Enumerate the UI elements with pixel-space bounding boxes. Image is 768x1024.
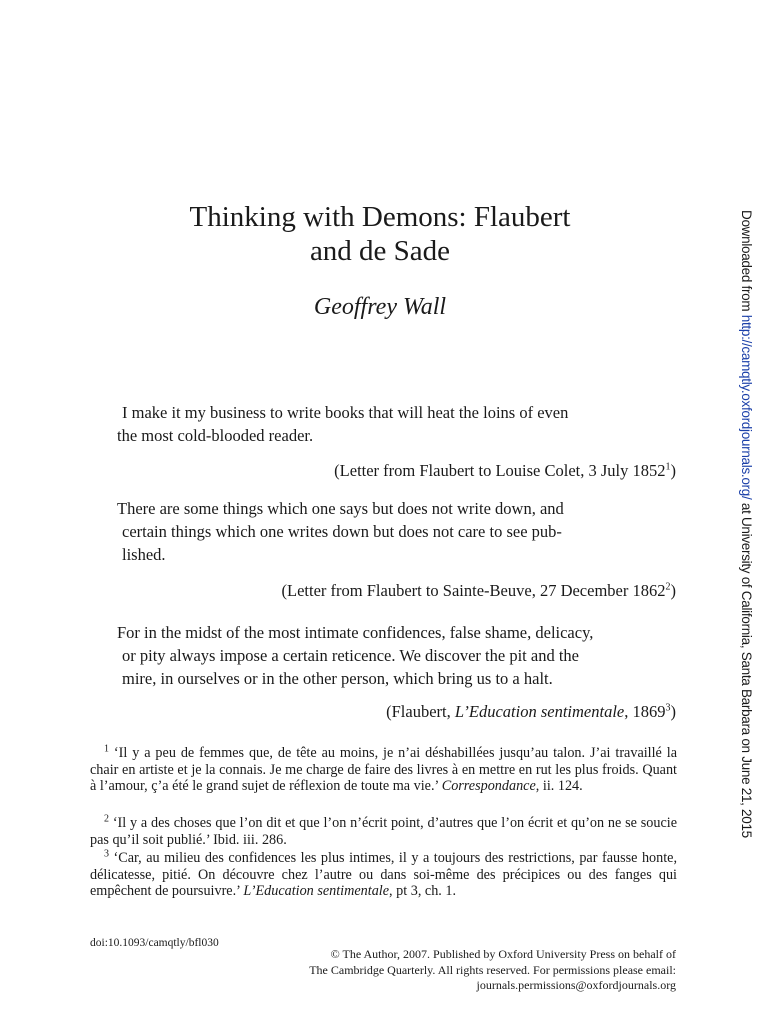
article-title bbox=[100, 200, 660, 268]
footnote-3-number: 3 bbox=[104, 848, 109, 860]
download-sidebar bbox=[736, 210, 754, 838]
footnote-3-text: ‘Car, au milieu des confidences les plus intimes, il y a toujours des restrictions, par fausse honte, délicatesse, pitié. On découvre chez l’autre ou dans soi-même des précipices ou des fanges qui empêchent de poursuivre.’ bbox=[90, 850, 678, 899]
epigraph-3-source-year: , 1869 bbox=[624, 702, 666, 721]
footnote-1-text: ‘Il y a peu de femmes que, de tête au moins, je n’ai déshabillées jusqu’au talon. J’ai travaillé la chair en artiste et je la connais. Je me charge de faire des livres à en mettre en rut les plus froids. Quant à l’amour, ç’a été le grand sujet de réflexion de toute ma vie.’ bbox=[90, 745, 678, 794]
epigraph-3-source-text: (Flaubert, bbox=[386, 702, 455, 721]
epigraph-1-line-2: the most cold-blooded reader. bbox=[117, 426, 314, 445]
footnote-2-number: 2 bbox=[104, 813, 109, 825]
epigraph-2-source-text: (Letter from Flaubert to Sainte-Beuve, 27 December 1862 bbox=[281, 581, 666, 600]
footnote-3-work: L’Education sentimentale bbox=[243, 883, 390, 899]
download-link[interactable]: http://camqtly.oxfordjournals.org/ bbox=[739, 314, 754, 500]
epigraph-3-source bbox=[116, 701, 676, 723]
title-line-1: Thinking with Demons: Flaubert bbox=[189, 201, 571, 233]
copyright-line-1: © The Author, 2007. Published by Oxford University Press on behalf of bbox=[330, 947, 676, 961]
epigraph-1-source-text: (Letter from Flaubert to Louise Colet, 3 July 1852 bbox=[334, 461, 666, 480]
epigraph-3-source-close: ) bbox=[670, 702, 676, 721]
epigraph-2 bbox=[117, 497, 677, 566]
footnote-ref-3: 3 bbox=[665, 702, 671, 714]
doi: doi:10.1093/camqtly/bfl030 bbox=[90, 937, 219, 949]
epigraph-3-line-1: For in the midst of the most intimate confidences, false shame, delicacy, bbox=[117, 623, 594, 642]
epigraph-3 bbox=[117, 621, 677, 690]
footnote-1-tail: , ii. 124. bbox=[535, 778, 583, 794]
copyright-notice bbox=[156, 947, 676, 994]
epigraph-1 bbox=[117, 401, 677, 447]
download-suffix: at University of California, Santa Barbara on June 21, 2015 bbox=[739, 499, 754, 838]
epigraph-3-line-3: mire, in ourselves or in the other person, which bring us to a halt. bbox=[122, 669, 553, 688]
footnote-ref-1: 1 bbox=[665, 461, 671, 473]
footnote-1-work: Correspondance bbox=[441, 778, 536, 794]
epigraph-2-line-1: There are some things which one says but does not write down, and bbox=[117, 499, 564, 518]
footnote-1 bbox=[90, 745, 677, 795]
copyright-line-2: The Cambridge Quarterly. All rights reserved. For permissions please email: bbox=[309, 962, 676, 977]
author-name: Geoffrey Wall bbox=[313, 294, 447, 320]
epigraph-1-source bbox=[116, 460, 676, 482]
download-prefix: Downloaded from bbox=[739, 210, 754, 315]
download-notice bbox=[739, 210, 754, 838]
footnote-1-number: 1 bbox=[104, 743, 109, 755]
epigraph-2-line-2: certain things which one writes down but does not care to see pub- bbox=[122, 522, 562, 541]
epigraph-2-source bbox=[116, 580, 676, 602]
epigraph-3-source-work: L’Education sentimentale bbox=[454, 702, 625, 721]
footnote-3-tail: , pt 3, ch. 1. bbox=[389, 883, 457, 899]
epigraph-1-source-close: ) bbox=[670, 461, 676, 480]
copyright-line-3: journals.permissions@oxfordjournals.org bbox=[476, 978, 676, 992]
epigraph-2-source-close: ) bbox=[670, 581, 676, 600]
epigraph-2-line-3: lished. bbox=[122, 545, 166, 564]
epigraph-1-line-1: I make it my business to write books that will heat the loins of even bbox=[122, 403, 569, 422]
footnote-2 bbox=[90, 815, 677, 848]
footnote-ref-2: 2 bbox=[665, 581, 671, 593]
footnote-3 bbox=[90, 850, 677, 900]
epigraph-3-line-2: or pity always impose a certain reticence. We discover the pit and the bbox=[122, 646, 579, 665]
title-line-2: and de Sade bbox=[309, 235, 451, 267]
footnote-2-text: ‘Il y a des choses que l’on dit et que l’on n’écrit point, d’autres que l’on écrit et qu’on ne se soucie pas qu’il soit publié.’ Ibid. iii. 286. bbox=[90, 815, 677, 848]
